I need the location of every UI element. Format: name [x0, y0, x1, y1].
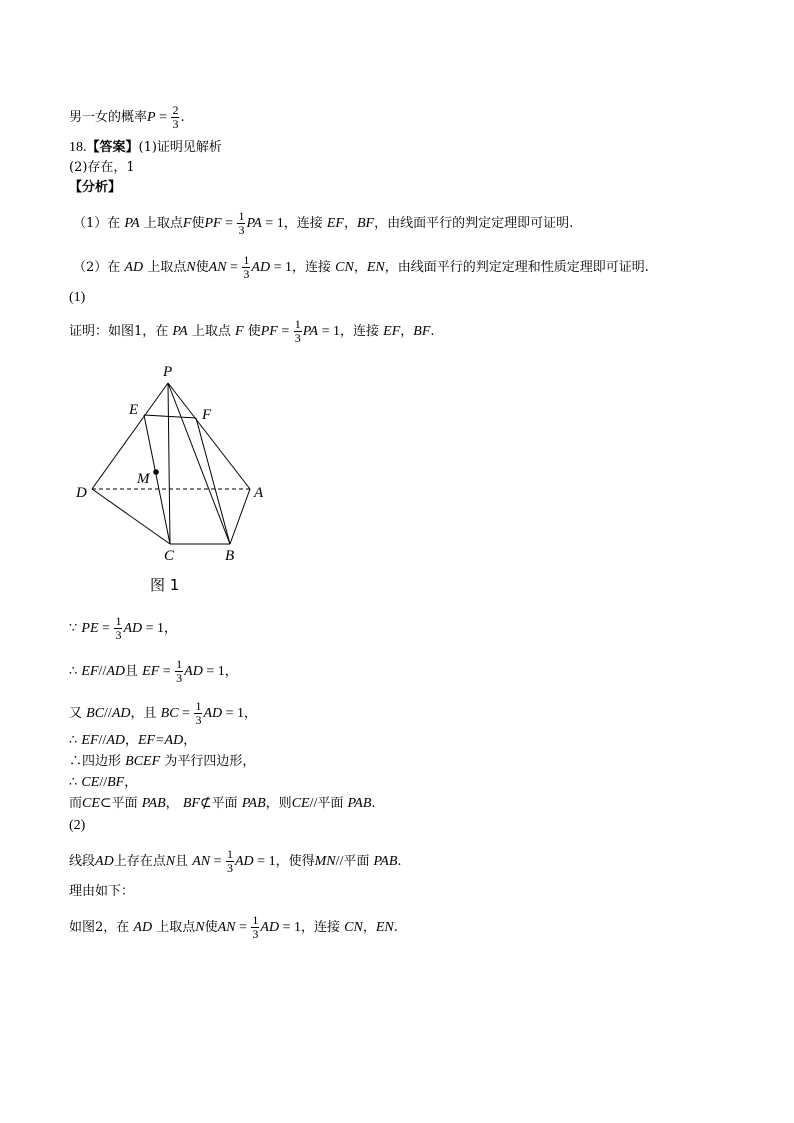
math-op: = 1 — [270, 260, 292, 275]
text: （1）在 — [73, 216, 121, 231]
text: . — [397, 854, 402, 869]
step-5 — [69, 754, 255, 770]
denominator: 3 — [243, 267, 250, 281]
text: 使 — [204, 920, 218, 935]
math-op: = 1 — [318, 324, 340, 339]
subset-symbol: ⊂ — [99, 796, 112, 811]
answer-tag: 【答案】 — [86, 140, 139, 155]
numerator: 1 — [227, 847, 233, 861]
therefore-symbol: ∴ — [69, 775, 78, 790]
step-3 — [69, 700, 257, 727]
text: 线段 — [69, 854, 96, 869]
math-op: = — [221, 216, 237, 231]
math-op: = — [98, 621, 114, 636]
edge-BA — [230, 489, 250, 544]
fraction — [226, 848, 234, 875]
text: 上取点 — [156, 920, 196, 935]
fraction — [251, 914, 259, 941]
text: ， — [124, 733, 138, 748]
label-P: P — [163, 364, 173, 380]
therefore-symbol: ∴ — [69, 664, 78, 679]
parallel-symbol: // — [309, 796, 318, 811]
parallel-symbol: // — [98, 733, 107, 748]
math-var: AD — [106, 664, 125, 679]
math-var: AD — [184, 664, 203, 679]
text: . — [393, 920, 398, 935]
text: ， — [343, 216, 357, 231]
text: (1) — [69, 290, 86, 305]
denominator: 3 — [195, 713, 202, 727]
text: （2）在 — [73, 260, 121, 275]
math-var: CN — [344, 920, 363, 935]
math-var: CE — [291, 796, 310, 811]
step-1 — [69, 615, 177, 642]
denominator: 3 — [176, 671, 183, 685]
math-op: = — [178, 706, 194, 721]
numerator: 1 — [243, 253, 250, 267]
text: 理由如下： — [69, 884, 135, 899]
text: ， — [183, 733, 197, 748]
label-B: B — [225, 548, 235, 564]
text: 证明：如图1，在 — [69, 324, 169, 339]
math-var: AD — [203, 706, 223, 721]
edge-PC — [168, 383, 170, 544]
label-F: F — [202, 407, 212, 423]
math-var: BC — [160, 706, 179, 721]
math-op: = — [226, 260, 242, 275]
parallel-symbol: // — [335, 854, 344, 869]
text: ，由线面平行的判定定理和性质定理即可证明. — [384, 260, 649, 275]
part2-statement — [69, 848, 402, 875]
math-op: = — [277, 324, 293, 339]
math-var: BF — [413, 324, 431, 339]
text: ， — [400, 324, 414, 339]
math-var: BF — [107, 775, 125, 790]
text: . — [371, 796, 376, 811]
text: 又 — [69, 706, 83, 721]
label-D: D — [76, 485, 87, 501]
text: 且 — [175, 854, 189, 869]
text: 而 — [69, 796, 83, 811]
math-var: PF — [260, 324, 278, 339]
math-var: PAB — [241, 796, 266, 811]
math-var: EN — [375, 920, 394, 935]
text: 且 — [124, 664, 138, 679]
math-op: = — [155, 110, 171, 125]
edge-FB — [196, 418, 230, 544]
text: ， — [224, 664, 238, 679]
math-op: = — [159, 664, 175, 679]
text: 四边形 — [82, 754, 122, 769]
text: 平面 — [317, 796, 344, 811]
label-A: A — [254, 485, 264, 501]
text: ，连接 — [291, 260, 331, 275]
numerator: 1 — [238, 209, 245, 223]
math-op: = — [210, 854, 225, 869]
math-var: PF — [204, 216, 222, 231]
numerator: 1 — [115, 614, 122, 628]
text: 平面 — [111, 796, 138, 811]
math-var: BF — [356, 216, 375, 231]
label-C: C — [164, 548, 175, 564]
math-var: F — [182, 216, 192, 231]
math-op: = 1 — [222, 706, 245, 721]
math-var: PA — [302, 324, 319, 339]
text: 上取点 — [147, 260, 187, 275]
text: (2)存在，1 — [69, 160, 135, 175]
math-var: AD — [133, 920, 153, 935]
denominator: 3 — [294, 331, 301, 345]
math-var: PAB — [347, 796, 372, 811]
text: (1)证明见解析 — [138, 140, 222, 155]
parallel-symbol: // — [104, 706, 112, 721]
math-var: EN — [366, 260, 385, 275]
math-var: PA — [172, 324, 188, 339]
math-var: AN — [208, 260, 227, 275]
math-var: CE — [81, 775, 100, 790]
math-var: AD — [95, 854, 114, 869]
numerator: 1 — [195, 699, 202, 713]
text: . — [430, 324, 435, 339]
step-7 — [69, 796, 376, 812]
text: 平面 — [343, 854, 370, 869]
math-var: BCEF — [125, 754, 161, 769]
math-var: AD — [123, 621, 143, 636]
text: (2) — [69, 818, 86, 833]
text: 使 — [191, 216, 205, 231]
edge-PA — [168, 383, 250, 489]
math-var: P — [147, 110, 156, 125]
text: ，连接 — [300, 920, 340, 935]
step-2 — [69, 658, 238, 685]
parallel-symbol: // — [98, 664, 107, 679]
text: ， — [165, 796, 179, 811]
figure-caption: 图 1 — [150, 576, 180, 594]
math-var: PAB — [373, 854, 398, 869]
text: 上取点 — [143, 216, 183, 231]
math-op: = 1 — [261, 216, 284, 231]
math-var: AD — [235, 854, 254, 869]
therefore-symbol: ∴ — [69, 733, 78, 748]
math-var: EF — [383, 324, 401, 339]
math-var: EF — [81, 733, 99, 748]
text: 如图2，在 — [69, 920, 130, 935]
numerator: 1 — [294, 317, 301, 331]
denominator: 3 — [252, 927, 259, 941]
math-op: = 1 — [202, 664, 225, 679]
math-var: N — [186, 260, 196, 275]
text: ，连接 — [283, 216, 323, 231]
math-var: N — [165, 854, 176, 869]
question-number: 18. — [69, 140, 87, 155]
label-M: M — [137, 471, 150, 487]
text: ， — [244, 706, 258, 721]
numerator: 2 — [172, 103, 179, 117]
math-var: AD — [251, 260, 271, 275]
math-var: PE — [81, 621, 99, 636]
edge-DC — [92, 489, 170, 544]
math-var: PA — [124, 216, 140, 231]
math-var: F — [235, 324, 244, 339]
text: 平面 — [211, 796, 238, 811]
math-var: EF — [81, 664, 99, 679]
text: ， — [353, 260, 367, 275]
math-var: PA — [246, 216, 262, 231]
point-M — [153, 469, 159, 475]
math-var: AD — [124, 260, 144, 275]
math-op: = 1 — [142, 621, 165, 636]
math-var: CN — [335, 260, 354, 275]
denominator: 3 — [172, 117, 179, 131]
step-4 — [69, 733, 196, 749]
math-var: AN — [217, 920, 236, 935]
text: ， — [124, 775, 138, 790]
text: 【分析】 — [69, 180, 122, 195]
math-var: AN — [192, 854, 211, 869]
therefore-symbol: ∴ — [69, 754, 83, 769]
denominator: 3 — [115, 628, 122, 642]
text: . — [180, 110, 185, 125]
text: 男一女的概率 — [69, 110, 148, 125]
edge-EF — [144, 415, 196, 418]
fraction — [114, 615, 122, 642]
math-var: MN — [314, 854, 336, 869]
edge-PB — [168, 383, 230, 544]
text: ，使得 — [275, 854, 315, 869]
math-var: AD — [111, 706, 131, 721]
not-subset-symbol: ⊄ — [199, 796, 212, 811]
text: ，连接 — [339, 324, 379, 339]
math-var: EF — [326, 216, 344, 231]
fraction — [175, 658, 183, 685]
math-var: AD — [260, 920, 280, 935]
because-symbol: ∵ — [69, 621, 78, 636]
math-var: AD — [106, 733, 125, 748]
math-var: BF — [182, 796, 200, 811]
part2-label — [69, 818, 85, 834]
step-6 — [69, 775, 137, 791]
parallel-symbol: // — [99, 775, 108, 790]
math-op: = — [235, 920, 251, 935]
text: 上存在点 — [113, 854, 166, 869]
reason-line — [69, 884, 134, 900]
part2-construction — [69, 914, 398, 941]
text: ，则 — [265, 796, 292, 811]
math-op: = 1 — [279, 920, 301, 935]
math-var: CE — [82, 796, 100, 811]
math-expr: EF=AD — [138, 733, 184, 748]
math-var: PAB — [141, 796, 166, 811]
text: 上取点 — [191, 324, 231, 339]
text: ，由线面平行的判定定理即可证明. — [374, 216, 574, 231]
text: 为平行四边形， — [164, 754, 256, 769]
numerator: 1 — [176, 657, 183, 671]
denominator: 3 — [227, 861, 233, 875]
math-var: N — [195, 920, 205, 935]
denominator: 3 — [238, 223, 245, 237]
text: 使 — [195, 260, 209, 275]
text: ， — [362, 920, 376, 935]
fraction — [194, 700, 202, 727]
label-E: E — [129, 402, 139, 418]
math-var: BC — [86, 706, 105, 721]
numerator: 1 — [252, 913, 259, 927]
text: 使 — [247, 324, 261, 339]
math-var: EF — [142, 664, 160, 679]
text: ， — [164, 621, 178, 636]
text: ，且 — [130, 706, 157, 721]
math-op: = 1 — [253, 854, 276, 869]
